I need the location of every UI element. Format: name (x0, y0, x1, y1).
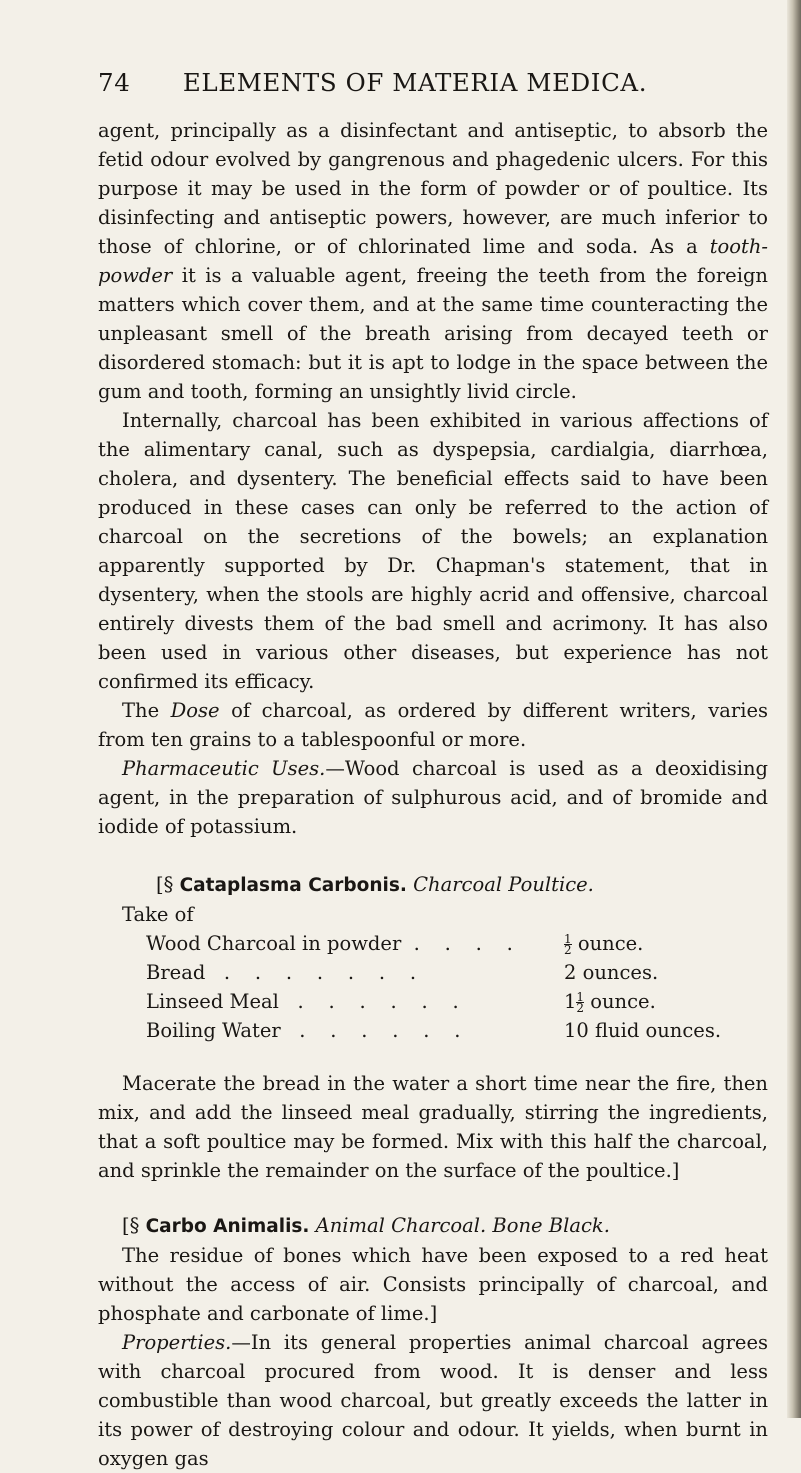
book-page (98, 68, 768, 1473)
paragraph-internal-use: Internally, charcoal has been exhibited in various affections of the alimentary canal, such as dyspepsia, cardialgia, diarrhœa, cholera, and dysentery. The beneficial effects said to have been produced in these cases can only be referred to the action of charcoal on the secretions of the bowels; an explanation apparently supported by Dr. Chapman's statement, that in dysentery, when the stools are highly acrid and offensive, charcoal entirely divests them of the bad smell and acrimony. It has also been used in various other diseases, but experience has not confirmed its efficacy. (98, 409, 768, 693)
cataplasma-subtitle: Charcoal Poultice. (413, 873, 594, 896)
pharmaceutic-uses-term: Pharmaceutic Uses. (122, 757, 326, 780)
fraction: $\frac{1}{2}$ (564, 932, 572, 957)
ingredient-name: Boiling Water . . . . . . (146, 1019, 461, 1042)
ingredient-name: Wood Charcoal in powder . . . . (146, 932, 513, 955)
cataplasma-title: Cataplasma Carbonis. (179, 875, 407, 896)
paragraph-dose: The Dose of charcoal, as ordered by different writers, varies from ten grains to a tablespoonful or more. (98, 699, 768, 751)
recipe-row (146, 987, 768, 1016)
running-title: ELEMENTS OF MATERIA MEDICA. (182, 68, 648, 97)
paragraph-residue: The residue of bones which have been exposed to a red heat without the access of air. Consists principally of charcoal, and phosphate and carbonate of lime.] (98, 1244, 768, 1325)
recipe-row (146, 958, 768, 987)
paragraph-pharmaceutic-uses: Pharmaceutic Uses.—Wood charcoal is used as a deoxidising agent, in the preparation of sulphurous acid, and of bromide and iodide of potassium. (98, 757, 768, 838)
ingredient-name: Linseed Meal . . . . . . (146, 990, 459, 1013)
recipe-row (146, 1016, 768, 1045)
take-of-label: Take of (122, 903, 194, 926)
ingredient-quantity: 2 ounces. (564, 961, 659, 984)
fraction: $\frac{1}{2}$ (576, 990, 585, 1015)
properties-term: Properties. (122, 1331, 232, 1354)
paragraph-directions: Macerate the bread in the water a short time near the fire, then mix, and add the linseed meal gradually, stirring the ingredients, that a soft poultice may be formed. Mix with this half the charcoal, and sprinkle the remainder on the surface of the poultice.] (98, 1072, 768, 1182)
tooth-powder-term: tooth-powder (98, 235, 768, 287)
recipe-list (122, 929, 768, 1045)
running-head (98, 68, 768, 97)
carbo-animalis-subtitle: Animal Charcoal. Bone Black. (315, 1214, 610, 1237)
ingredient-quantity: 1 $\frac{1}{2}$ ounce. (564, 990, 656, 1015)
page-edge-shadow (787, 0, 801, 1418)
carbo-animalis-title: Carbo Animalis. (145, 1216, 310, 1237)
ingredient-quantity: $\frac{1}{2}$ ounce. (564, 932, 644, 957)
dose-term: Dose (170, 699, 220, 722)
cataplasma-heading: [§ Cataplasma Carbonis. Charcoal Poultice. (156, 873, 594, 896)
body-text (98, 116, 768, 1473)
carbo-animalis-heading: [§ Carbo Animalis. Animal Charcoal. Bone Black. (122, 1214, 610, 1237)
ingredient-name: Bread . . . . . . . (146, 961, 417, 984)
paragraph-properties: Properties.—In its general properties animal charcoal agrees with charcoal procured from wood. It is denser and less combustible than wood charcoal, but greatly exceeds the latter in its power of destroying colour and odour. It yields, when burnt in oxygen gas (98, 1331, 768, 1470)
ingredient-quantity: 10 fluid ounces. (564, 1019, 722, 1042)
recipe-row (146, 929, 768, 958)
paragraph-charcoal-uses: agent, principally as a disinfectant and antiseptic, to absorb the fetid odour evolved by gangrenous and phagedenic ulcers. For this purpose it may be used in the form of powder or of poultice. Its disinfecting and antiseptic powers, however, are much inferior to those of chlorine, or of chlorinated lime and soda. As a tooth-powder it is a valuable agent, freeing the teeth from the foreign matters which cover them, and at the same time counteracting the unpleasant smell of the breath arising from decayed teeth or disordered stomach: but it is apt to lodge in the space between the gum and tooth, forming an unsightly livid circle. (98, 119, 768, 403)
page-number: 74 (98, 68, 131, 97)
